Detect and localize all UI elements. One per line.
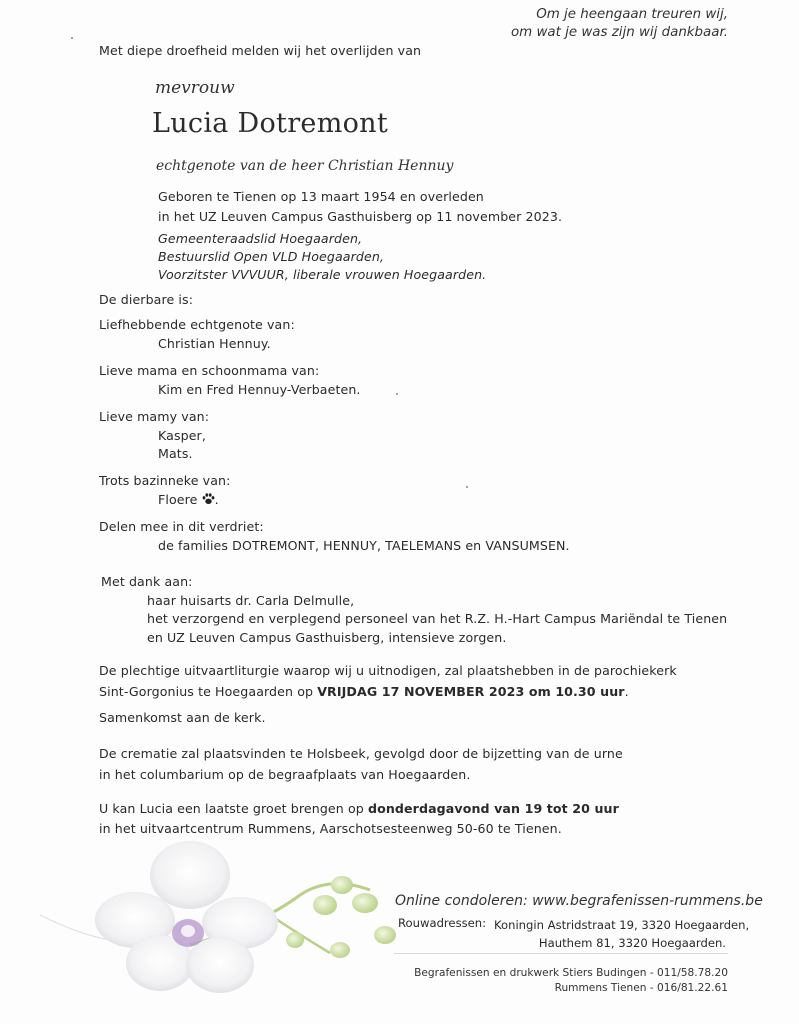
thanks-section: [101, 573, 727, 647]
born-line-1: Geboren te Tienen op 13 maart 1954 en overleden: [158, 189, 484, 204]
dog-name: Floere: [158, 491, 198, 507]
grandma-section: [99, 408, 209, 464]
mother-section: [99, 362, 361, 399]
visit-line-1-text: U kan Lucia een laatste groet brengen op: [99, 801, 368, 816]
deceased-name: Lucia Dotremont: [152, 108, 388, 139]
thanks-label: Met dank aan:: [101, 574, 193, 589]
honorific: mevrouw: [155, 78, 235, 98]
thanks-line: haar huisarts dr. Carla Delmulle,: [147, 592, 355, 608]
funeral-line-2-end: .: [624, 684, 629, 699]
dog-suffix: .: [214, 491, 219, 507]
scan-speck: [466, 486, 468, 488]
wife-of: Christian Hennuy.: [158, 335, 271, 351]
intro-text: Met diepe droefheid melden wij het overlijden van: [99, 43, 422, 58]
wife-section: [99, 316, 295, 353]
quote-line-1: Om je heengaan treuren wij,: [536, 7, 728, 22]
funeral-info: [99, 660, 677, 702]
dog-label: Trots bazinneke van:: [99, 473, 231, 488]
footer-divider: [394, 953, 728, 954]
addresses-lines: [494, 916, 750, 952]
online-condolence: Online condoleren: www.begrafenissen-rummens.be: [395, 893, 763, 909]
visit-time: donderdagavond van 19 tot 20 uur: [367, 801, 619, 816]
titles-list: [158, 230, 486, 284]
funeral-date: VRIJDAG 17 NOVEMBER 2023 om 10.30 uur: [317, 684, 625, 699]
grandma-label: Lieve mamy van:: [99, 409, 210, 424]
grandchild-item: Kasper,: [158, 427, 206, 443]
thanks-line: en UZ Leuven Campus Gasthuisberg, intensieve zorgen.: [147, 629, 507, 645]
wife-label: Liefhebbende echtgenote van:: [99, 317, 295, 332]
title-item: Voorzitster VVVUUR, liberale vrouwen Hoegaarden.: [158, 267, 487, 282]
title-item: Gemeenteraadslid Hoegaarden,: [158, 231, 363, 246]
mother-of: Kim en Fred Hennuy-Verbaeten.: [158, 381, 361, 397]
cremation-line-2: in het columbarium op de begraafplaats van Hoegaarden.: [99, 767, 471, 782]
funeral-line-2-text: Sint-Gorgonius te Hoegaarden op: [99, 684, 318, 699]
funeral-line-2: [99, 681, 677, 702]
funeral-line-1: De plechtige uitvaartliturgie waarop wij u uitnodigen, zal plaatshebben in de parochiekerk: [99, 663, 677, 678]
birth-death-info: [158, 187, 562, 227]
paw-print-icon: [202, 493, 215, 505]
visit-line-1: [99, 799, 619, 819]
gathering-text: Samenkomst aan de kerk.: [99, 710, 266, 725]
spouse-line: echtgenote van de heer Christian Hennuy: [156, 158, 454, 174]
opening-quote: [511, 6, 728, 42]
address-line: Koningin Astridstraat 19, 3320 Hoegaarden,: [494, 918, 750, 932]
mother-label: Lieve mama en schoonmama van:: [99, 363, 320, 378]
quote-line-2: om wat je was zijn wij dankbaar.: [510, 25, 728, 40]
cremation-line-1: De crematie zal plaatsvinden te Holsbeek, gevolgd door de bijzetting van de urne: [99, 746, 623, 761]
addresses-label: Rouwadressen:: [398, 916, 487, 930]
address-line: Hauthem 81, 3320 Hoegaarden.: [538, 936, 726, 950]
families-line: de families DOTREMONT, HENNUY, TAELEMANS en VANSUMSEN.: [158, 537, 570, 553]
cremation-info: [99, 743, 623, 785]
visit-info: [99, 799, 619, 839]
dog-section: [99, 472, 230, 509]
dog-line: [99, 491, 230, 510]
scan-speck: [396, 393, 398, 395]
orchid-illustration: [40, 835, 420, 1024]
born-line-2: in het UZ Leuven Campus Gasthuisberg op 11 november 2023.: [158, 209, 563, 224]
thanks-line: het verzorgend en verplegend personeel van het R.Z. H.-Hart Campus Mariëndal te Tienen: [147, 611, 728, 626]
scan-speck: [71, 37, 73, 39]
title-item: Bestuurslid Open VLD Hoegaarden,: [158, 249, 385, 264]
dierbare-label: De dierbare is:: [99, 292, 194, 307]
visit-line-2: in het uitvaartcentrum Rummens, Aarschotsesteenweg 50-60 te Tienen.: [99, 821, 562, 836]
printer-footer: [414, 966, 728, 996]
footer-line-1: Begrafenissen en drukwerk Stiers Budingen - 011/58.78.20: [414, 967, 728, 979]
share-section: [99, 518, 570, 555]
footer-line-2: Rummens Tienen - 016/81.22.61: [554, 982, 728, 994]
share-label: Delen mee in dit verdriet:: [99, 519, 264, 534]
grandchild-item: Mats.: [158, 446, 193, 461]
